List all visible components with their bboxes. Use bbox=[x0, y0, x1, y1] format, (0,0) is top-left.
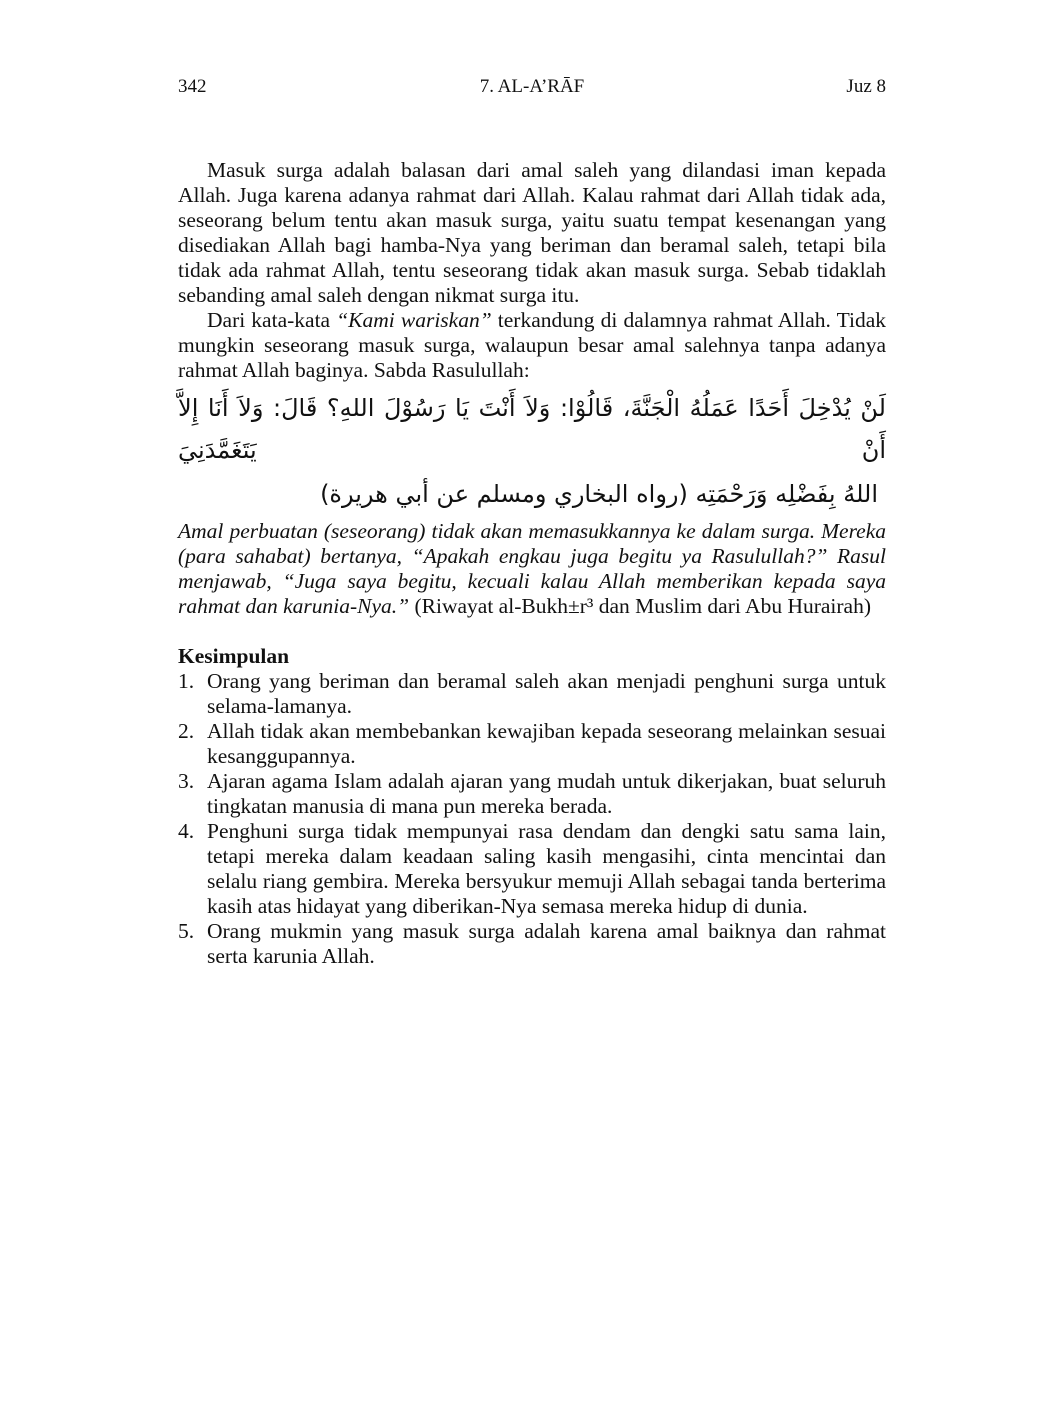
list-item-text: Orang yang beriman dan beramal saleh akan menjadi penghuni surga untuk selama-lamanya. bbox=[207, 669, 886, 718]
hadith-source: (Riwayat al-Bukh±r³ dan Muslim dari Abu Hurairah) bbox=[409, 594, 872, 618]
paragraph-2-after: terkandung di dalamnya rahmat Allah. Tidak mungkin seseorang masuk surga, walaupun besar amal salehnya tanpa adanya rahmat Allah baginya. Sabda Rasulullah: bbox=[178, 308, 886, 382]
hadith-translation-text: Amal perbuatan (seseorang) tidak akan memasukkannya ke dalam surga. Mereka (para sahabat) bertanya, “Apakah engkau juga begitu ya Rasulullah?” Rasul menjawab, “Juga saya begitu, kecuali kalau Allah memberikan kepada saya rahmat dan karunia-Nya.” bbox=[178, 519, 886, 618]
conclusion-list bbox=[178, 669, 886, 969]
list-item-number: 5. bbox=[178, 919, 195, 943]
juz-label: Juz 8 bbox=[846, 76, 886, 97]
conclusion-heading: Kesimpulan bbox=[178, 644, 290, 668]
list-item bbox=[178, 769, 886, 819]
list-item-text: Allah tidak akan membebankan kewajiban kepada seseorang melainkan sesuai kesanggupannya. bbox=[207, 719, 886, 768]
paragraph-2-before: Dari kata-kata bbox=[207, 308, 337, 332]
list-item-text: Penghuni surga tidak mempunyai rasa dendam dan dengki satu sama lain, tetapi mereka dalam keadaan saling kasih mengasihi, cinta mencintai dan selalu riang gembira. Mereka bersyukur memuji Allah sebagai tanda berterima kasih atas hidayat yang diberikan-Nya semasa mereka hidup di dunia. bbox=[207, 819, 886, 918]
list-item bbox=[178, 669, 886, 719]
list-item-number: 2. bbox=[178, 719, 195, 743]
page-number: 342 bbox=[178, 76, 207, 97]
list-item-text: Ajaran agama Islam adalah ajaran yang mudah untuk dikerjakan, buat seluruh tingkatan manusia di mana pun mereka berada. bbox=[207, 769, 886, 818]
paragraph-2 bbox=[178, 308, 886, 383]
list-item-number: 1. bbox=[178, 669, 195, 693]
list-item-number: 3. bbox=[178, 769, 195, 793]
quote-kami-wariskan: “Kami wariskan” bbox=[336, 308, 492, 332]
hadith-arabic-line-1: لَنْ يُدْخِلَ أَحَدًا عَمَلُهُ الْجَنَّةَ، قَالُوْا: وَلاَ أَنْتَ يَا رَسُوْلَ اللهِ؟ قَالَ: وَلاَ أَنَا إِلاَّ أَنْ يَتَغَمَّدَنِيَ bbox=[178, 394, 886, 464]
list-item bbox=[178, 919, 886, 969]
list-item bbox=[178, 819, 886, 919]
hadith-translation bbox=[178, 519, 886, 619]
list-item bbox=[178, 719, 886, 769]
paragraph-1: Masuk surga adalah balasan dari amal saleh yang dilandasi iman kepada Allah. Juga karena adanya rahmat dari Allah. Kalau rahmat dari Allah tidak ada, seseorang belum tentu akan masuk surga, yaitu suatu tempat kesenangan yang disediakan Allah bagi hamba-Nya yang beriman dan beramal saleh, tetapi bila tidak ada rahmat Allah, tentu seseorang tidak akan masuk surga. Sebab tidaklah sebanding amal saleh dengan nikmat surga itu. bbox=[178, 158, 886, 307]
list-item-number: 4. bbox=[178, 819, 195, 843]
hadith-arabic-line-2: اللهُ بِفَضْلِه وَرَحْمَتِه (رواه البخاري ومسلم عن أبي هريرة) bbox=[320, 480, 878, 508]
page-header bbox=[178, 76, 886, 102]
chapter-title: 7. AL-A’RĀF bbox=[479, 76, 585, 97]
list-item-text: Orang mukmin yang masuk surga adalah karena amal baiknya dan rahmat serta karunia Allah. bbox=[207, 919, 886, 968]
page-body bbox=[178, 158, 886, 969]
